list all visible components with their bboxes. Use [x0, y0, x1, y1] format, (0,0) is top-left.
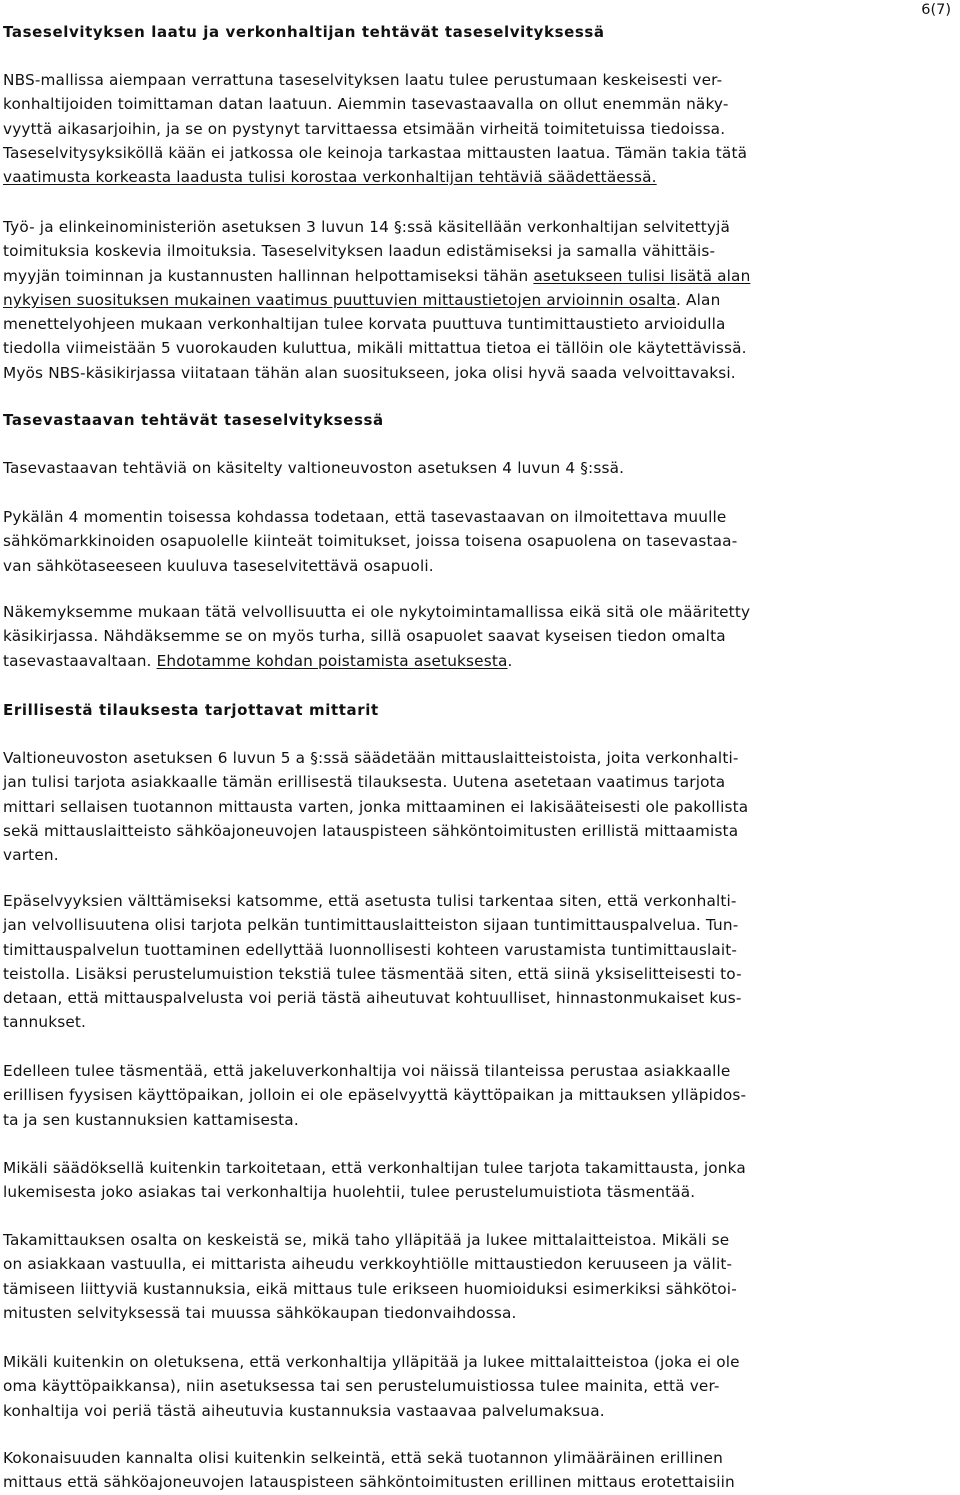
- text-line: mittaus että sähköajoneuvojen latauspisteen sähköntoimitusten erillinen mittaus erotettaisiin: [3, 1473, 735, 1492]
- paragraph-back-metering-responsibility: [3, 1228, 737, 1325]
- text-line: mittari sellaisen tuotannon mittausta varten, jonka mittaaminen ei lakisääteisesti ole pakollista: [3, 797, 749, 816]
- text-line: [3, 288, 750, 312]
- text-line: timittauspalvelun tuottaminen edellyttää luonnollisesti kohteen varustamista tuntimittauslait-: [3, 940, 738, 959]
- paragraph-avoid-ambiguity: [3, 889, 742, 1035]
- text-span: Tämän takia tätä: [615, 143, 748, 162]
- text-span: Taseselvitysyksiköllä kään ei jatkossa ole keinoja tarkastaa mittausten laatua.: [3, 143, 611, 162]
- text-line: Epäselvyyksien välttämiseksi katsomme, että asetusta tulisi tarkentaa siten, että verkonhalti-: [3, 892, 737, 910]
- text-span: . Alan: [676, 290, 721, 309]
- text-line: [3, 649, 750, 673]
- text-line: käsikirjassa. Nähdäksemme se on myös turha, sillä osapuolet saavat kyseisen tiedon omalta: [3, 627, 726, 646]
- text-line: jan velvollisuutena olisi tarjota pelkän tuntimittauslaitteiston sijaan tuntimittauspalvelua. Tun-: [3, 916, 739, 935]
- text-line: [3, 264, 750, 288]
- text-line: Työ- ja elinkeinoministeriön asetuksen 3 luvun 14 §:ssä käsitellään verkonhaltijan selvitettyjä: [3, 218, 731, 236]
- paragraph-quality-intro: [3, 68, 747, 189]
- text-line: oma käyttöpaikkansa), niin asetuksessa tai sen perustelumuistiossa tulee mainita, että ver-: [3, 1377, 720, 1396]
- text-line: [3, 239, 750, 263]
- text-line: on asiakkaan vastuulla, ei mittarista aiheudu verkkoyhtiölle mittaustiedon keruuseen ja välit-: [3, 1255, 733, 1274]
- text-span: tasevastaavaltaan.: [3, 651, 152, 670]
- text-line: konhaltijoiden toimittaman datan laatuun. Aiemmin tasevastaavalla on ollut enemmän näky-: [3, 95, 729, 114]
- text-line: jan tulisi tarjota asiakkaalle tämän erillisestä tilauksesta. Uutena asetetaan vaatimus tarjota: [3, 773, 726, 792]
- text-line: ta ja sen kustannuksien kattamisesta.: [3, 1110, 299, 1129]
- section-heading-quality: Taseselvityksen laatu ja verkonhaltijan tehtävät taseselvityksessä: [3, 23, 605, 41]
- underlined-text: Ehdotamme kohdan poistamista asetuksesta: [156, 651, 508, 670]
- underlined-text: nykyisen suosituksen mukainen vaatimus puuttuvien mittaustietojen arvioinnin osalta: [3, 290, 677, 309]
- text-line: mitusten selvityksessä tai muussa sähkökaupan tiedonvaihdossa.: [3, 1303, 517, 1322]
- text-line: lukemisesta joko asiakas tai verkonhaltija huolehtii, tulee perustelumuistiota täsmentää.: [3, 1183, 696, 1202]
- text-line: Myös NBS-käsikirjassa viitataan tähän alan suositukseen, joka olisi hyvä saada velvoittavaksi.: [3, 363, 736, 382]
- underlined-text: asetukseen tulisi lisätä alan: [533, 266, 751, 285]
- text-line: detaan, että mittauspalvelusta voi periä tästä aiheutuvat kohtuulliset, hinnastonmukaiset kus-: [3, 989, 742, 1008]
- paragraph-opinion-remove: [3, 600, 750, 673]
- text-line: menettelyohjeen mukaan verkonhaltijan tulee korvata puuttuva tuntimittaustieto arvioidulla: [3, 315, 726, 334]
- text-line: konhaltija voi periä tästä aiheutuvia kustannuksia vastaavaa palvelumaksua.: [3, 1401, 605, 1420]
- paragraph-balance-tasks: [3, 456, 624, 480]
- text-line: Valtioneuvoston asetuksen 6 luvun 5 a §:ssä säädetään mittauslaitteistoista, joita verkonhalti-: [3, 749, 739, 767]
- text-line: Mikäli kuitenkin on oletuksena, että verkonhaltija ylläpitää ja lukee mittalaitteistoa (joka ei ole: [3, 1353, 740, 1371]
- page-number: 6(7): [921, 2, 951, 18]
- text-line: erillisen fyysisen käyttöpaikan, jolloin ei ole epäselvyyttä käyttöpaikan ja mittauksen ylläpidos-: [3, 1086, 747, 1105]
- paragraph-section-4-moment: [3, 505, 737, 578]
- text-line: van sähkötaseeseen kuuluva taseselvitettävä osapuoli.: [3, 556, 434, 575]
- text-line: Edelleen tulee täsmentää, että jakeluverkonhaltija voi näissä tilanteissa perustaa asiakkaalle: [3, 1062, 731, 1080]
- text-span: Taseselvityksen laadun edistämiseksi ja samalla vähittäis-: [261, 242, 716, 261]
- underlined-text-line: vaatimusta korkeasta laadusta tulisi korostaa verkonhaltijan tehtäviä säädettäessä.: [3, 168, 657, 187]
- text-line: sähkömarkkinoiden osapuolelle kiinteät toimitukset, joissa toisena osapuolena on tasevastaa-: [3, 532, 738, 551]
- paragraph-separate-site: [3, 1059, 746, 1132]
- text-span: toimituksia koskevia ilmoituksia.: [3, 242, 257, 261]
- paragraph-ministry-decree: [3, 215, 750, 385]
- text-line: Kokonaisuuden kannalta olisi kuitenkin selkeintä, että sekä tuotannon ylimääräinen erillinen: [3, 1449, 723, 1467]
- text-line: Mikäli säädöksellä kuitenkin tarkoitetaan, että verkonhaltijan tulee tarjota takamittausta, jonka: [3, 1159, 746, 1177]
- text-line: Pykälän 4 momentin toisessa kohdassa todetaan, että tasevastaavan on ilmoitettava muulle: [3, 508, 727, 526]
- paragraph-overall-clarity: [3, 1446, 735, 1495]
- text-line: tannukset.: [3, 1013, 87, 1032]
- text-line: varten.: [3, 846, 59, 865]
- text-line: tiedolla viimeistään 5 vuorokauden kuluttua, mikäli mittattua tietoa ei tällöin ole käytettävissä.: [3, 339, 747, 358]
- text-span: myyjän toiminnan ja kustannusten hallinnan helpottamiseksi tähän: [3, 266, 529, 285]
- text-line: Näkemyksemme mukaan tätä velvollisuutta ei ole nykytoimintamallissa eikä sitä ole määritetty: [3, 603, 751, 621]
- text-line: teistolla. Lisäksi perustelumuistion tekstiä tulee täsmentää siten, että siinä yksiselitteisesti to-: [3, 964, 742, 983]
- section-heading-balance-responsible: Tasevastaavan tehtävät taseselvityksessä: [3, 411, 384, 429]
- text-line: vyyttä aikasarjoihin, ja se on pystynyt tarvittaessa etsimään virheitä toimitetuissa tiedoissa.: [3, 119, 726, 138]
- text-line: NBS-mallissa aiempaan verrattuna taseselvityksen laatu tulee perustumaan keskeisesti ver-: [3, 71, 723, 89]
- paragraph-back-metering: [3, 1156, 746, 1205]
- text-line: Tasevastaavan tehtäviä on käsitelty valtioneuvoston asetuksen 4 luvun 4 §:ssä.: [3, 459, 625, 477]
- section-heading-separate-meters: Erillisestä tilauksesta tarjottavat mittarit: [3, 701, 379, 719]
- text-line: tämiseen liittyviä kustannuksia, eikä mittaus tule erikseen huomioiduksi esimerkiksi sähkötoi-: [3, 1279, 737, 1298]
- paragraph-decree-6-5a: [3, 746, 748, 867]
- text-line: Takamittauksen osalta on keskeistä se, mikä taho ylläpitää ja lukee mittalaitteistoa. Mikäli se: [3, 1231, 730, 1249]
- text-line: [3, 141, 747, 165]
- paragraph-default-assumption: [3, 1350, 740, 1423]
- text-span: .: [507, 651, 513, 670]
- text-line: sekä mittauslaitteisto sähköajoneuvojen latauspisteen sähköntoimitusten erillistä mittaamista: [3, 821, 739, 840]
